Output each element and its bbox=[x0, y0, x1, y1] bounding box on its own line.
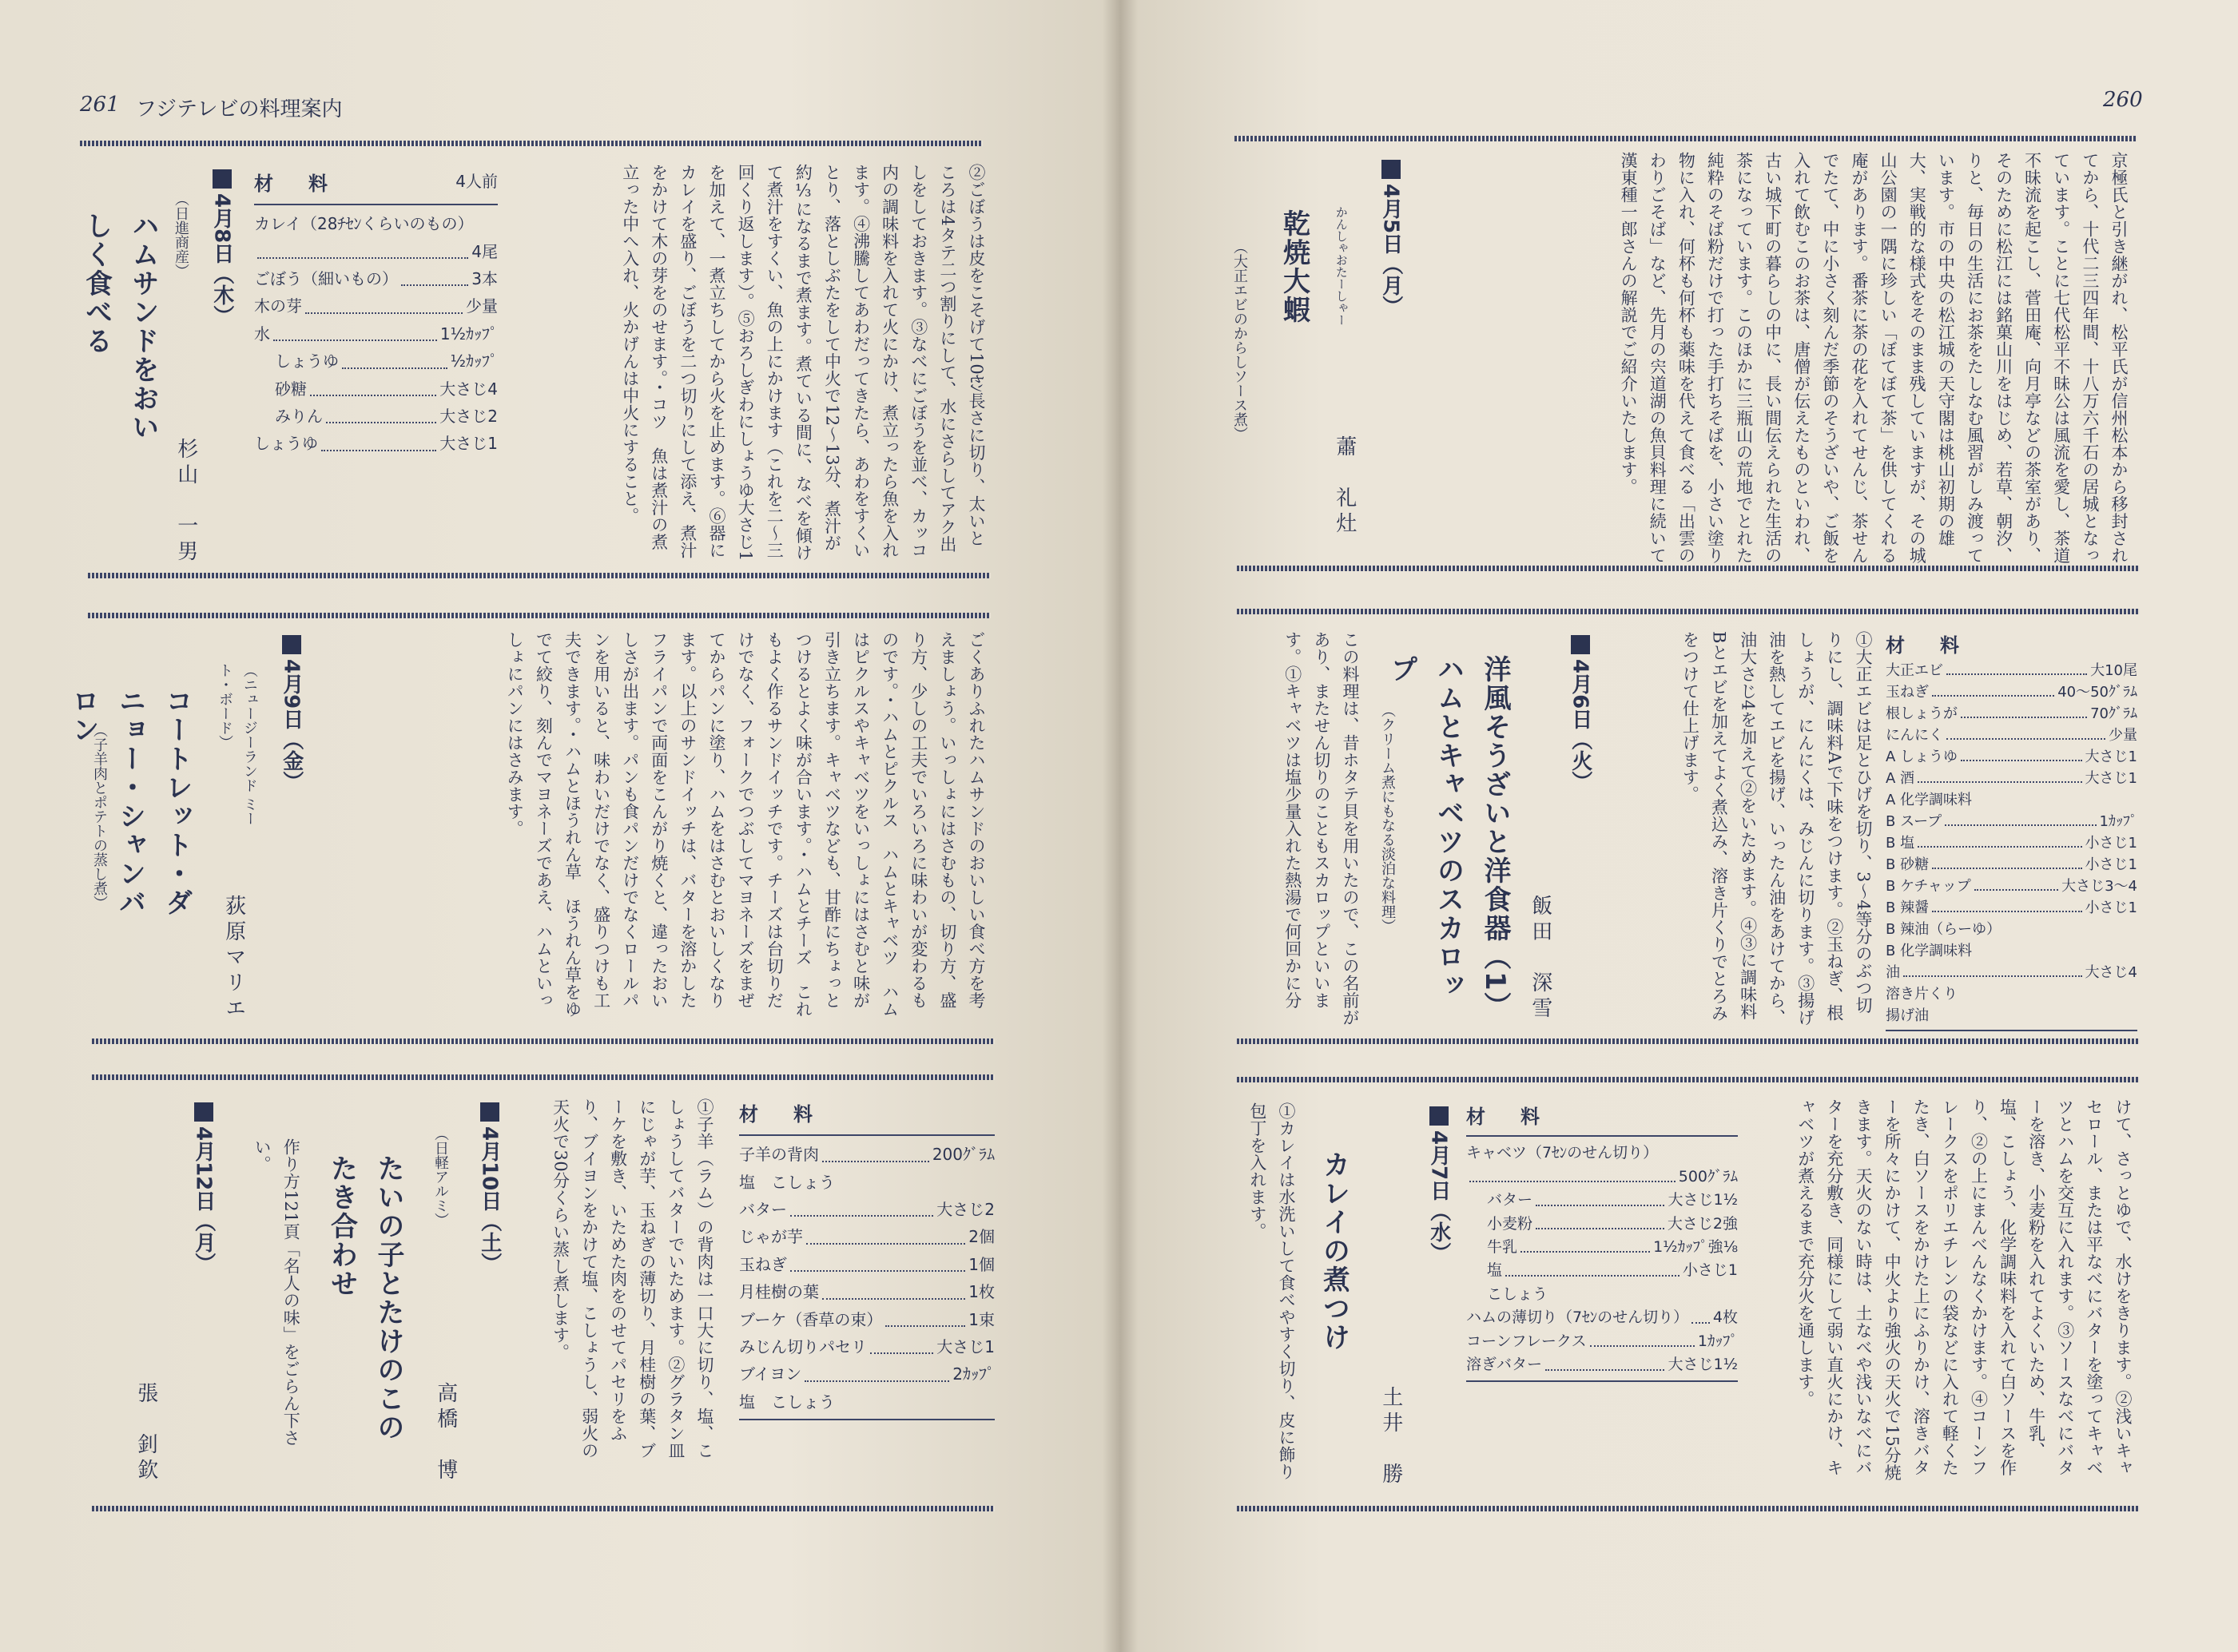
material-name: 揚げ油 bbox=[1886, 1007, 1929, 1024]
author-0408: 杉山 一男 bbox=[173, 438, 198, 566]
material-name: 塩 こしょう bbox=[739, 1392, 835, 1412]
material-qty: 少量 bbox=[466, 296, 498, 316]
material-name: 牛乳 bbox=[1487, 1237, 1518, 1256]
recipe-body-0410: ①子羊（ラム）の背肉は一口大に切り、塩、こしょうしてバターでいためます。②グラタン皿にじゃが芋、玉ねぎの薄切り、月桂樹の葉、ブーケを敷き、いためた肉をのせてパセリをふり、ブイヨンをかけて塩、こしょうし、弱火の天火で30分くらい蒸し煮します。 bbox=[551, 1098, 714, 1459]
sponsor-0410: （日軽アルミ） bbox=[431, 1126, 449, 1227]
title-0405: 乾焼大蝦 bbox=[1278, 209, 1310, 324]
material-qty: 少量 bbox=[2109, 727, 2137, 744]
date-0408: 4月8日（木） bbox=[204, 169, 240, 409]
material-qty: 1束 bbox=[968, 1309, 995, 1329]
material-name: A 酒 bbox=[1886, 770, 1915, 787]
divider-left-4 bbox=[92, 1074, 995, 1080]
recipe-body-0405: 京極氏と引き継がれ、松平氏が信州松本から移封されてから、十代二三四年間、十八万六千石の居城となっています。ことに七代松平不昧公は風流を愛し、茶道不昧流を起こし、菅田庵、向月亭などの茶室があり、そのために松江には銘菓山川をはじめ、若草、朝汐、りと、毎日の生活にお茶をたしなむ風習がしみ渡っています。市の中央の松江城の天守閣は桃山初期の雄大、実戦的な様式をそのまま残していますが、その城山公園の一隅に珍しい「ぼてぼて茶」を供してくれる庵があります。番茶に茶の花を入れてせんじ、茶せんでたて、中に小さく刻んだ季節のそうざいや、ご飯を入れて飲むこのお茶は、唐僧が伝えたものといわれ、古い城下町の暮らしの中に、長い間伝えられた生活の茶になっています。このほかに三瓶山の荒地でとれた純粋のそば粉だけで打った手打ちそばを、小さい塗り物に入れ、何杯も何杯も薬味を代えて食べる「出雲のわりごそば」など、先月の宍道湖の魚貝料理に続いて漢東種一郎さんの解説でご紹介いたします。 bbox=[1619, 152, 2129, 564]
material-qty: 2個 bbox=[968, 1227, 995, 1247]
divider-right-3 bbox=[1237, 1038, 2140, 1044]
date-0407: 4月7日（水） bbox=[1421, 1106, 1457, 1346]
material-qty: 1ｶｯﾌﾟ bbox=[2099, 813, 2137, 830]
material-name: 溶ぎバター bbox=[1466, 1356, 1543, 1374]
materials-heading: 材 料 bbox=[1886, 634, 1967, 657]
divider-top-right bbox=[1234, 136, 2137, 141]
sponsor-0409: （ニュージーランド ミート・ボード） bbox=[216, 663, 258, 826]
material-name: にんにく bbox=[1886, 727, 1943, 744]
divider-bottom-left bbox=[92, 1506, 995, 1511]
material-name: 玉ねぎ bbox=[739, 1254, 787, 1274]
material-name: バター bbox=[1487, 1191, 1533, 1209]
materials-0408 bbox=[254, 168, 498, 458]
material-qty: 大さじ4 bbox=[2085, 964, 2137, 981]
material-qty: 1½ｶｯﾌﾟ強⅛ bbox=[1653, 1237, 1738, 1256]
square-bullet-icon bbox=[480, 1102, 499, 1122]
material-name: こしょう bbox=[1487, 1285, 1548, 1303]
material-qty: 小さじ1 bbox=[2085, 899, 2137, 916]
material-name: 玉ねぎ bbox=[1886, 684, 1929, 701]
square-bullet-icon bbox=[1381, 160, 1401, 179]
divider-right-4 bbox=[1237, 1077, 2140, 1082]
date-0410: 4月10日（土） bbox=[471, 1102, 507, 1342]
divider-bottom-right bbox=[1237, 1506, 2140, 1511]
material-qty: 大さじ4 bbox=[439, 379, 498, 399]
material-qty: 小さじ1 bbox=[2085, 835, 2137, 852]
material-qty: 40〜50ｸﾞﾗﾑ bbox=[2057, 684, 2137, 701]
material-name: 小麦粉 bbox=[1487, 1214, 1533, 1233]
material-name: 木の芽 bbox=[254, 296, 302, 316]
title-sub-0409: （子羊肉とポテトの蒸し煮） bbox=[90, 723, 108, 910]
material-name: 水 bbox=[254, 324, 270, 344]
material-name: B 辣油（らーゆ） bbox=[1886, 921, 2001, 938]
material-name: B 化学調味料 bbox=[1886, 943, 1973, 959]
page-number-left: 261 bbox=[80, 93, 120, 117]
material-qty: ½ｶｯﾌﾟ bbox=[450, 351, 498, 371]
material-qty: 1個 bbox=[968, 1254, 995, 1274]
title-0406: 洋風そうざいと洋食器（1）ハムとキャベツのスカロップ bbox=[1385, 655, 1511, 1021]
square-bullet-icon bbox=[213, 169, 232, 189]
material-qty: 大さじ1 bbox=[2085, 770, 2137, 787]
material-name: ごぼう（細いもの） bbox=[254, 269, 398, 289]
square-bullet-icon bbox=[282, 635, 301, 654]
page-number-right: 260 bbox=[2103, 88, 2143, 112]
author-0410: 高橋 博 bbox=[433, 1382, 458, 1484]
material-name: しょうゆ bbox=[254, 434, 318, 454]
material-name: しょうゆ bbox=[275, 351, 339, 371]
title-sub-0406: （クリーム煮にもなる淡泊な料理） bbox=[1378, 703, 1396, 933]
square-bullet-icon bbox=[1429, 1106, 1449, 1126]
material-name: 油 bbox=[1886, 964, 1900, 981]
materials-0406 bbox=[1886, 631, 2137, 1036]
date-0412: 4月12日（月） bbox=[185, 1102, 221, 1342]
material-qty: 1½ｶｯﾌﾟ bbox=[439, 324, 498, 344]
material-qty: 大さじ2 bbox=[439, 407, 498, 426]
material-name: 根しょうが bbox=[1886, 705, 1958, 722]
sponsor-0408: （日進商産） bbox=[172, 192, 189, 278]
divider-right-2 bbox=[1237, 609, 2140, 614]
material-qty: 1ｶｯﾌﾟ bbox=[1697, 1332, 1738, 1350]
material-qty: 小さじ1 bbox=[1682, 1261, 1738, 1280]
divider-top-left bbox=[80, 141, 983, 146]
material-name: 月桂樹の葉 bbox=[739, 1282, 819, 1302]
material-name: 砂糖 bbox=[275, 379, 307, 399]
recipe-body-0412: 作り方121頁「名人の味」をごらん下さい。 bbox=[252, 1138, 301, 1447]
material-qty: 小さじ1 bbox=[2085, 856, 2137, 873]
material-qty: 大さじ1 bbox=[936, 1337, 995, 1356]
material-name: 大正エビ bbox=[1886, 662, 1943, 679]
material-qty: 4枚 bbox=[1712, 1308, 1738, 1327]
material-qty: 大10尾 bbox=[2090, 662, 2137, 679]
material-qty: 200ｸﾞﾗﾑ bbox=[932, 1145, 995, 1165]
date-0409: 4月9日（金） bbox=[273, 635, 309, 875]
recipe-body2-0407: ①カレイは水洗いして食べやすく切り、皮に飾り包丁を入れます。 bbox=[1247, 1102, 1296, 1480]
title-0407: カレイの煮つけ bbox=[1318, 1150, 1350, 1352]
material-qty: 70ｸﾞﾗﾑ bbox=[2090, 705, 2137, 722]
recipe-body2-0406: この料理は、昔ホタテ貝を用いたので、この名前があり、またせん切りのこともスカロップといいます。①キャベツは塩少量入れた熱湯で何回かに分 bbox=[1282, 631, 1360, 1027]
title-0409: コートレット・ダニョー・シャンバロン bbox=[67, 687, 193, 917]
square-bullet-icon bbox=[194, 1102, 213, 1122]
material-qty: 4尾 bbox=[471, 241, 498, 261]
material-name: バター bbox=[739, 1200, 787, 1220]
material-name: カレイ（28ﾁｾﾝくらいのもの） bbox=[254, 214, 474, 234]
material-name: B スープ bbox=[1886, 813, 1942, 830]
materials-0410 bbox=[739, 1098, 995, 1425]
materials-heading: 材 料 bbox=[254, 173, 336, 195]
material-qty: 2ｶｯﾌﾟ bbox=[952, 1364, 995, 1384]
material-name: キャベツ（7ｾﾝのせん切り） bbox=[1466, 1144, 1659, 1162]
author-0406: 飯田 深雪 bbox=[1528, 895, 1552, 1023]
material-qty: 大さじ2強 bbox=[1667, 1214, 1738, 1233]
materials-heading: 材 料 bbox=[739, 1103, 821, 1126]
material-name: B 砂糖 bbox=[1886, 856, 1930, 873]
material-name: 塩 bbox=[1487, 1261, 1503, 1280]
material-name: ブーケ（香草の束） bbox=[739, 1309, 883, 1329]
recipe-body-0406: ①大正エビは足とひげを切り、3〜4等分のぶつ切りにし、調味料Aで下味をつけます。②玉ねぎ、根しょうが、にんにくは、みじんに切ります。③揚げ油を熱してエビを揚げ、いったん油をあけてから、油大さじ4を加えて②をいためます。④③に調味料Bとエビを加えてよく煮込み、溶き片くりでとろみをつけて仕上げます。 bbox=[1680, 631, 1873, 1027]
author-0409: 荻原マリエ bbox=[221, 895, 246, 1023]
divider-left-3 bbox=[92, 1038, 995, 1044]
title-sub-0405: （大正エビのからしソース煮） bbox=[1230, 240, 1248, 441]
title-0408: ハムサンドをおいしく食べる bbox=[80, 212, 159, 442]
material-name: みりん bbox=[275, 407, 323, 426]
author-0412: 張 釗欽 bbox=[133, 1382, 158, 1484]
material-name: ブイヨン bbox=[739, 1364, 802, 1384]
book-gutter bbox=[1103, 0, 1138, 1652]
title-ruby-0405: かんしゃおたーしゃー bbox=[1334, 206, 1349, 326]
material-name: 塩 こしょう bbox=[739, 1172, 835, 1192]
servings: 4人前 bbox=[455, 172, 498, 191]
material-name: B 辣醤 bbox=[1886, 899, 1930, 916]
materials-heading: 材 料 bbox=[1466, 1106, 1548, 1128]
material-qty: 大さじ1½ bbox=[1668, 1191, 1738, 1209]
page-header-title: フジテレビの料理案内 bbox=[136, 97, 343, 121]
material-qty: 大さじ1 bbox=[439, 434, 498, 454]
material-name: ハムの薄切り（7ｾﾝのせん切り） bbox=[1466, 1308, 1689, 1327]
divider-right-1 bbox=[1237, 566, 2140, 571]
square-bullet-icon bbox=[1571, 635, 1590, 654]
material-name: A 化学調味料 bbox=[1886, 792, 1973, 808]
author-0407: 土井 勝 bbox=[1378, 1386, 1403, 1488]
material-qty: 3本 bbox=[471, 269, 498, 289]
recipe-body-0408: ②ごぼうは皮をこそげて10ｾﾝ長さに切り、太いところは4タテ二つ割りにして、水にさらしてアク出しをしておきます。③なべにごぼうを並べ、カッコ内の調味料を入れて火にかけ、煮立ったら魚を入れます。④沸騰してあわだってきたら、あわをすくいとり、落としぶたをして中火で12〜13分、煮汁が約⅓になるまで煮ます。煮ている間に、なべを傾けて煮汁をすくい、魚の上にかけます（これを二〜三回くり返します）。⑤おろしぎわにしょうゆ大さじ1を加えて、一煮立ちしてから火を止めます。⑥器にカレイを盛り、ごぼうを二つ切りにして添え、煮汁をかけて木の芽をのせます。・コツ 魚は煮汁の煮立った中へ入れ、火かげんは中火にすること。 bbox=[620, 164, 986, 562]
material-qty: 500ｸﾞﾗﾑ bbox=[1678, 1167, 1738, 1185]
author-0405: 蕭 礼灶 bbox=[1332, 435, 1357, 538]
material-name: B ケチャップ bbox=[1886, 878, 1971, 895]
materials-0407 bbox=[1466, 1102, 1738, 1387]
material-qty: 大さじ1 bbox=[2085, 749, 2137, 765]
material-name: じゃが芋 bbox=[739, 1227, 803, 1247]
material-name: 子羊の背肉 bbox=[739, 1145, 819, 1165]
material-name: A しょうゆ bbox=[1886, 749, 1958, 765]
recipe-body-0407: けて、さっとゆで、水けをきります。②浅いキャセロール、または平なべにバターを塗ってキャベツとハムを交互に入れます。③ソースなべにバターを溶き、小麦粉を入れてよくいため、牛乳、塩、こしょう、化学調味料を入れて白ソースを作り、②の上にまんべんなくかけます。④コーンフレークスをポリエチレンの袋などに入れて軽くたたき、白ソースをかけた上にふりかけ、溶きバターを所々にかけて、中火より強火の天火で15分焼きます。天火のない時は、土なべや浅いなべにバターを充分敷き、同様にして弱い直火にかけ、キャベツが煮えるまで充分火を通します。 bbox=[1795, 1098, 2133, 1482]
material-name: B 塩 bbox=[1886, 835, 1915, 852]
material-qty: 大さじ2 bbox=[936, 1200, 995, 1220]
date-0406: 4月6日（火） bbox=[1562, 635, 1598, 875]
date-0405: 4月5日（月） bbox=[1373, 160, 1409, 399]
recipe-body-0409: ごくありふれたハムサンドのおいしい食べ方を考えましょう。いっしょにはさむもの、切り方、盛り方、少しの工夫でいろいろに味わいが変わるものです。・ハムとピクルス ハムとキャベツ ハムはピクルスやキャベツをいっしょにはさむと味が引き立ちます。キャベツなども、甘酢にちょっとつけるとよく味が合います。・ハムとチーズ これもよく作るサンドイッチです。チーズは台切りだけでなく、フォークでつぶしてマヨネーズをまぜてからパンに塗り、ハムをはさむとおいしくなります。以上のサンドイッチは、バターを溶かしたフライパンで両面をこんがり焼くと、違ったおいしさが出ます。パンも食パンだけでなくロールパンを用いると、味わいだけでなく、盛りつけも工夫できます。・ハムとほうれん草 ほうれん草をゆでて絞り、刻んでマヨネーズであえ、ハムといっしょにパンにはさみます。 bbox=[505, 631, 986, 1018]
divider-left-2 bbox=[88, 613, 991, 618]
material-name: みじん切りパセリ bbox=[739, 1337, 867, 1356]
material-qty: 大さじ1½ bbox=[1668, 1356, 1738, 1374]
material-name: コーンフレークス bbox=[1466, 1332, 1587, 1350]
material-qty: 大さじ3〜4 bbox=[2061, 878, 2137, 895]
title-0410: たいの子とたけのこのたき合わせ bbox=[325, 1154, 404, 1442]
divider-left-1 bbox=[88, 573, 991, 578]
material-qty: 1枚 bbox=[968, 1282, 995, 1302]
material-name: 溶き片くり bbox=[1886, 986, 1958, 1003]
